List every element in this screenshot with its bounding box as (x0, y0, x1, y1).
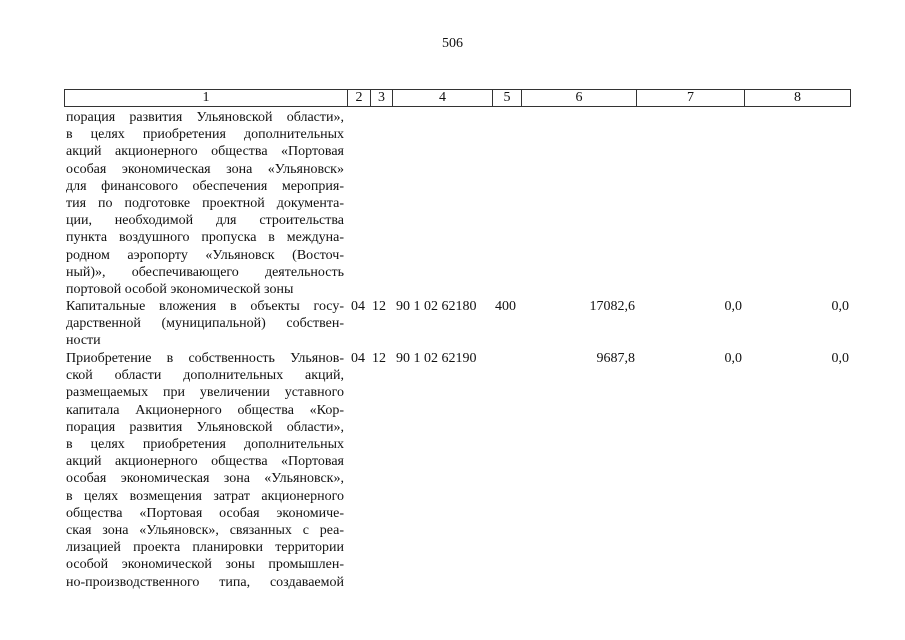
text-line: но-производственного типа, создаваемой (66, 574, 344, 590)
text-line: порация развития Ульяновской области», (66, 419, 344, 435)
cell-target-article: 90 1 02 62180 (396, 299, 477, 314)
cell-amount-6: 9687,8 (596, 351, 635, 366)
text-line: ции, необходимой для строительства (66, 213, 344, 229)
table-header (64, 89, 851, 107)
text-line: родном аэропорту «Ульяновск (Восточ- (66, 247, 344, 263)
header-col-7: 7 (637, 90, 745, 106)
text-line: особая экономическая зона «Ульяновск», (66, 471, 344, 487)
text-line: размещаемых при увеличении уставного (66, 385, 344, 401)
header-col-4: 4 (393, 90, 493, 106)
cell-subsection: 12 (372, 299, 386, 314)
text-line: тия по подготовке проектной документа- (66, 196, 344, 212)
text-line: ности (66, 333, 101, 349)
cell-amount-8: 0,0 (831, 351, 849, 366)
header-col-5: 5 (493, 90, 522, 106)
text-line: акций акционерного общества «Портовая (66, 144, 344, 160)
text-line: в целях приобретения дополнительных (66, 437, 344, 453)
text-line: для финансового обеспечения мероприя- (66, 178, 344, 194)
text-line: дарственной (муниципальной) собствен- (66, 316, 344, 332)
header-col-8: 8 (794, 90, 801, 105)
text-line: портовой особой экономической зоны (66, 282, 294, 298)
cell-section: 04 (351, 299, 365, 314)
text-line: общества «Портовая особая экономиче- (66, 505, 344, 521)
header-col-1: 1 (65, 90, 348, 106)
cell-amount-7: 0,0 (724, 351, 742, 366)
text-line: лизацией проекта планировки территории (66, 540, 344, 556)
header-col-3: 3 (371, 90, 393, 106)
text-line: Капитальные вложения в объекты госу- (66, 299, 344, 314)
text-line: особой экономической зоны промышлен- (66, 557, 344, 573)
cell-target-article: 90 1 02 62190 (396, 351, 477, 366)
text-line: в целях возмещения затрат акционерного (66, 488, 344, 504)
text-line: в целях приобретения дополнительных (66, 127, 344, 143)
row-description (66, 350, 344, 591)
text-line: ской области дополнительных акций, (66, 368, 344, 384)
cell-amount-7: 0,0 (724, 299, 742, 314)
header-col-6: 6 (522, 90, 637, 106)
cell-expense-type: 400 (495, 299, 516, 314)
cell-subsection: 12 (372, 351, 386, 366)
text-line: пункта воздушного пропуска в междуна- (66, 230, 344, 246)
cell-section: 04 (351, 351, 365, 366)
text-line: Приобретение в собственность Ульянов- (66, 351, 344, 366)
text-line: особая экономическая зона «Ульяновск» (66, 161, 344, 177)
text-line: ская зона «Ульяновск», связанных с реа- (66, 523, 344, 539)
cell-amount-6: 17082,6 (589, 299, 635, 314)
text-line: акций акционерного общества «Портовая (66, 454, 344, 470)
cell-amount-8: 0,0 (831, 299, 849, 314)
header-col-2: 2 (348, 90, 371, 106)
row-description (66, 298, 344, 350)
text-line: ный)», обеспечивающего деятельность (66, 264, 344, 280)
continuation-description (66, 109, 344, 298)
page-number: 506 (442, 36, 463, 51)
text-line: порация развития Ульяновской области», (66, 110, 344, 125)
text-line: капитала Акционерного общества «Кор- (66, 402, 344, 418)
